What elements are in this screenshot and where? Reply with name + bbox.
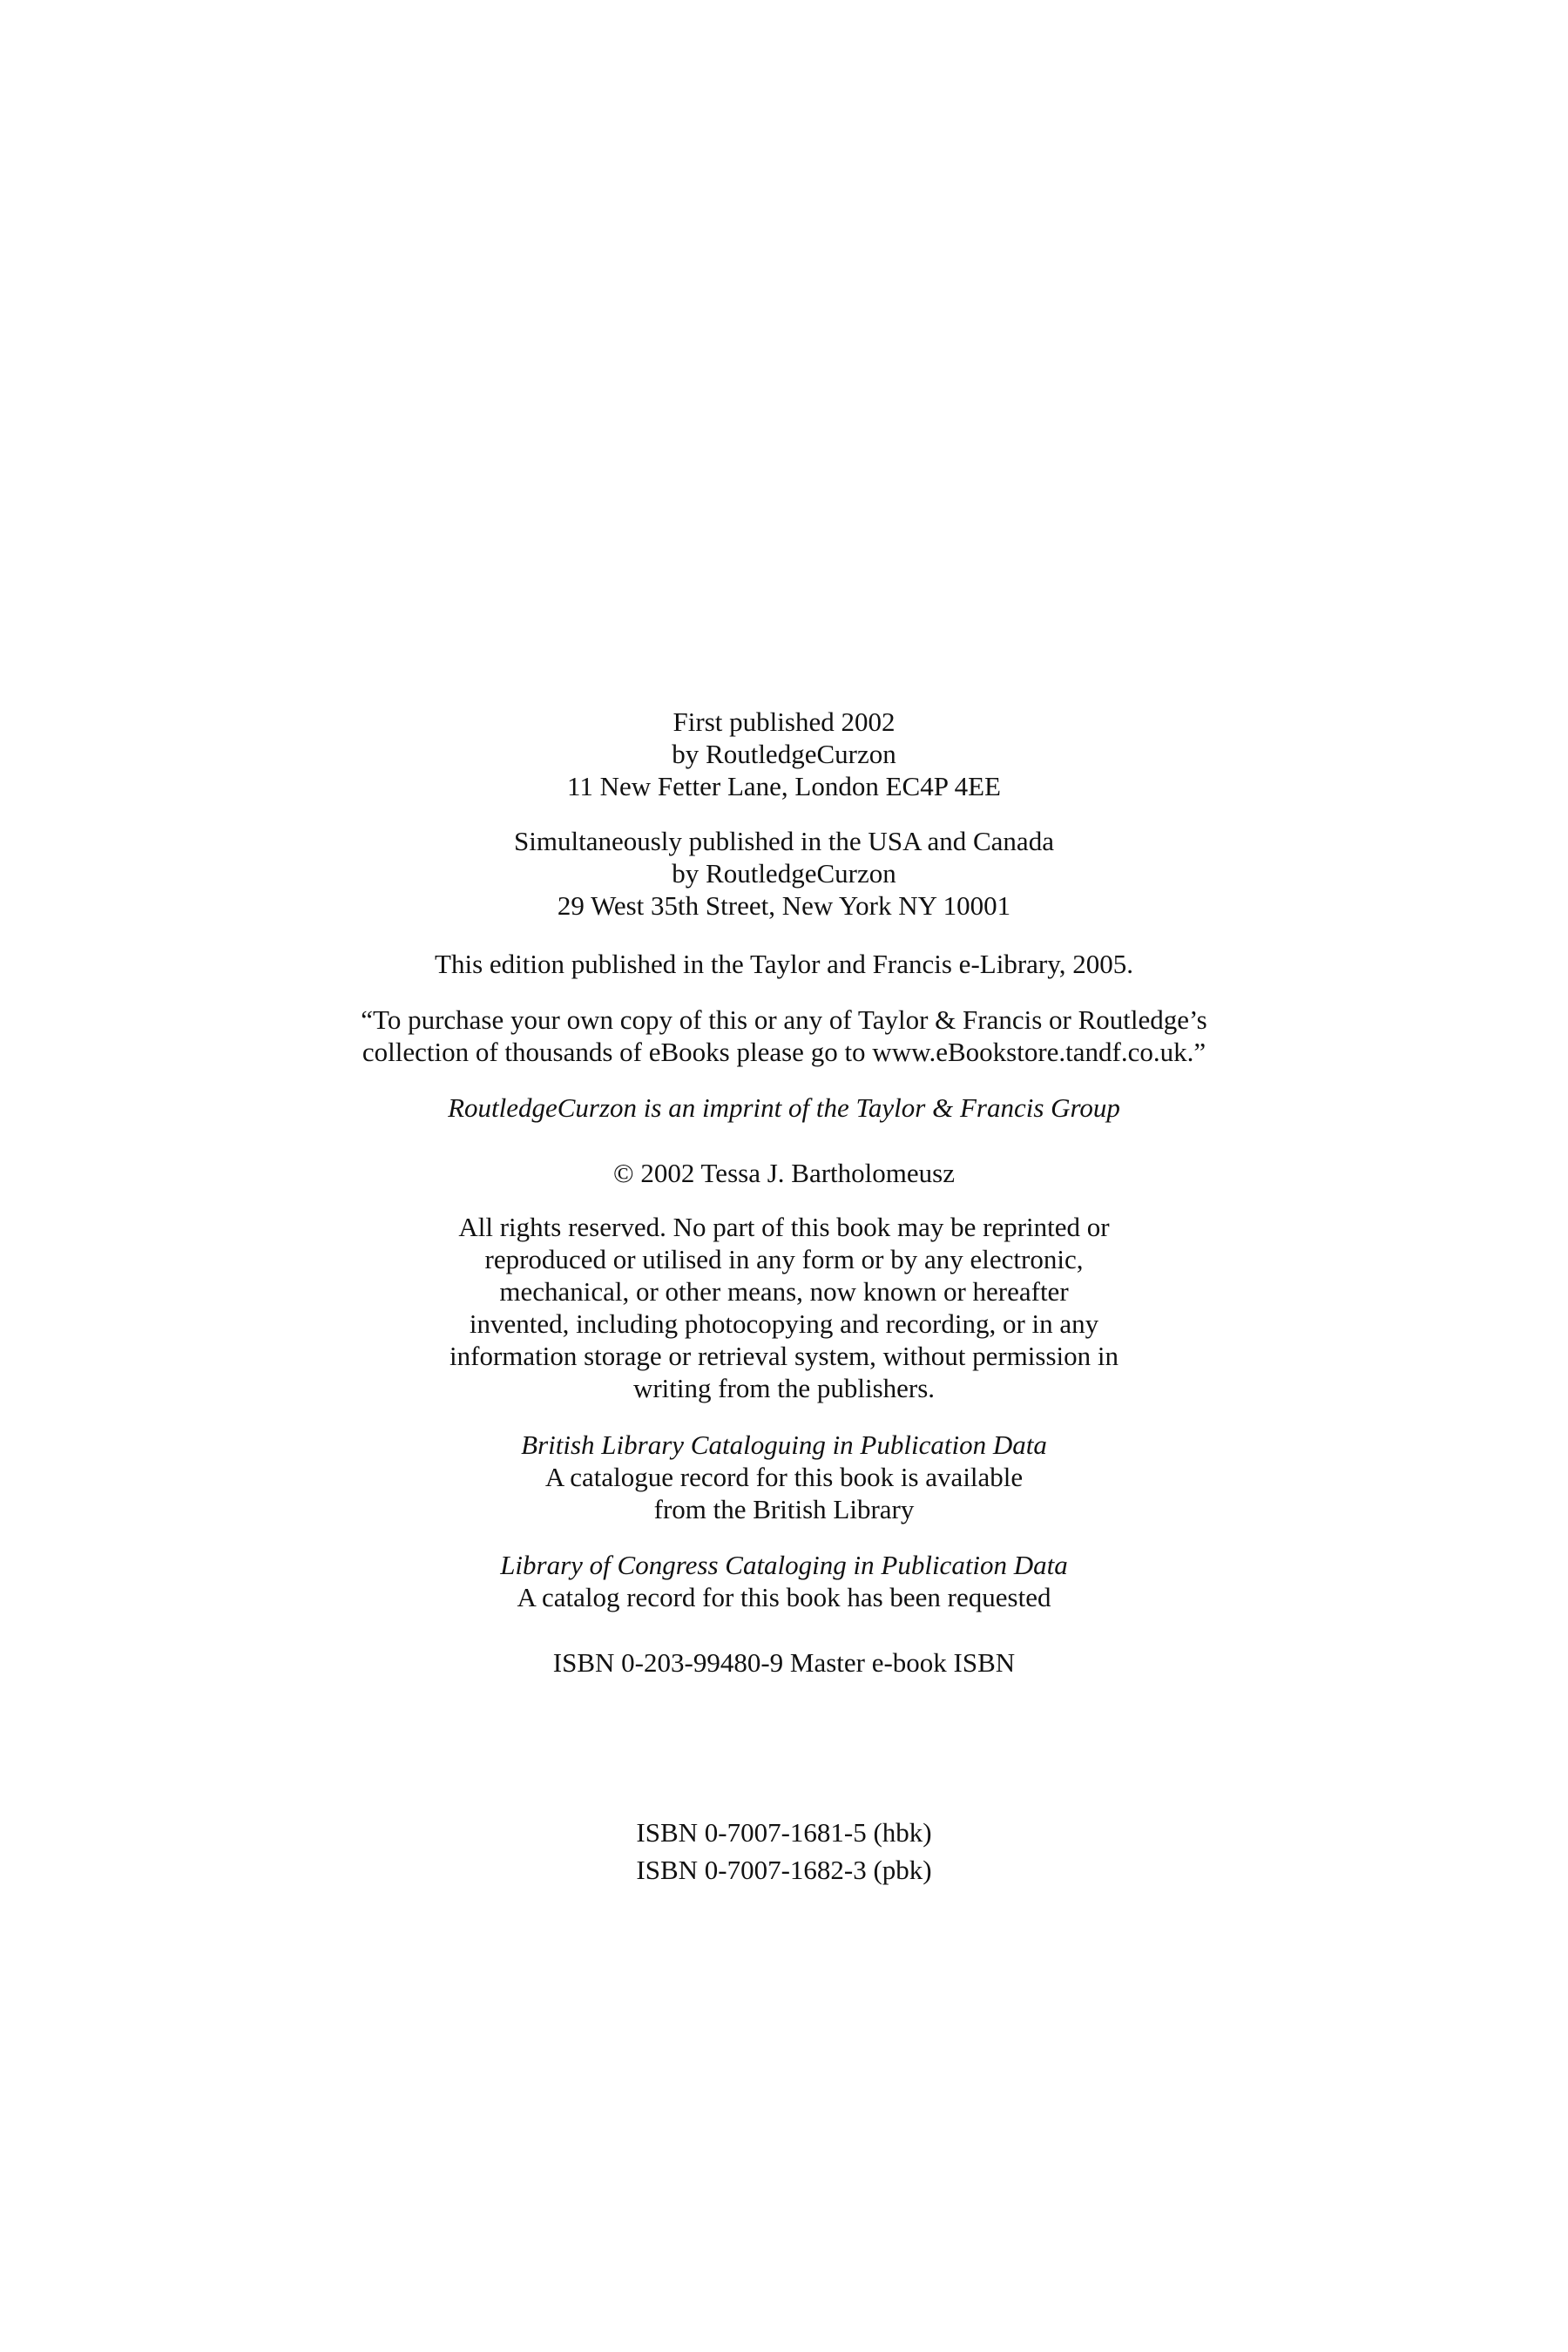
isbn-master: ISBN 0-203-99480-9 Master e-book ISBN xyxy=(552,1647,1016,1678)
isbn-hardback: ISBN 0-7007-1681-5 (hbk) xyxy=(636,1817,932,1848)
uk-address-line: 11 New Fetter Lane, London EC4P 4EE xyxy=(567,771,1001,801)
us-address-line: 29 West 35th Street, New York NY 10001 xyxy=(557,890,1011,921)
library-of-congress-heading: Library of Congress Cataloging in Publication Data xyxy=(500,1550,1068,1580)
first-published-line: First published 2002 xyxy=(672,706,896,737)
us-publication-line: Simultaneously published in the USA and Canada xyxy=(514,826,1054,856)
library-of-congress-line-1: A catalog record for this book has been requested xyxy=(517,1582,1051,1612)
british-library-line-2: from the British Library xyxy=(653,1494,915,1524)
rights-line-6: writing from the publishers. xyxy=(632,1373,936,1403)
british-library-line-1: A catalogue record for this book is available xyxy=(544,1462,1024,1492)
rights-line-4: invented, including photocopying and recording, or in any xyxy=(469,1308,1099,1339)
rights-line-3: mechanical, or other means, now known or hereafter xyxy=(499,1276,1069,1307)
us-publisher-line: by RoutledgeCurzon xyxy=(672,858,896,889)
isbn-paperback: ISBN 0-7007-1682-3 (pbk) xyxy=(636,1855,932,1885)
british-library-heading: British Library Cataloguing in Publication Data xyxy=(521,1429,1047,1460)
rights-line-2: reproduced or utilised in any form or by any electronic, xyxy=(484,1244,1084,1274)
edition-note: This edition published in the Taylor and Francis e-Library, 2005. xyxy=(435,949,1133,979)
rights-line-1: All rights reserved. No part of this book may be reprinted or xyxy=(458,1212,1110,1242)
imprint-note: RoutledgeCurzon is an imprint of the Taylor & Francis Group xyxy=(448,1092,1120,1123)
purchase-note-line-1: “To purchase your own copy of this or any of Taylor & Francis or Routledge’s xyxy=(361,1004,1207,1035)
copyright-line: © 2002 Tessa J. Bartholomeusz xyxy=(613,1158,955,1188)
publisher-line: by RoutledgeCurzon xyxy=(672,739,896,769)
rights-line-5: information storage or retrieval system, without permission in xyxy=(449,1341,1119,1371)
purchase-note-line-2: collection of thousands of eBooks please go to www.eBookstore.tandf.co.uk.” xyxy=(362,1037,1206,1067)
